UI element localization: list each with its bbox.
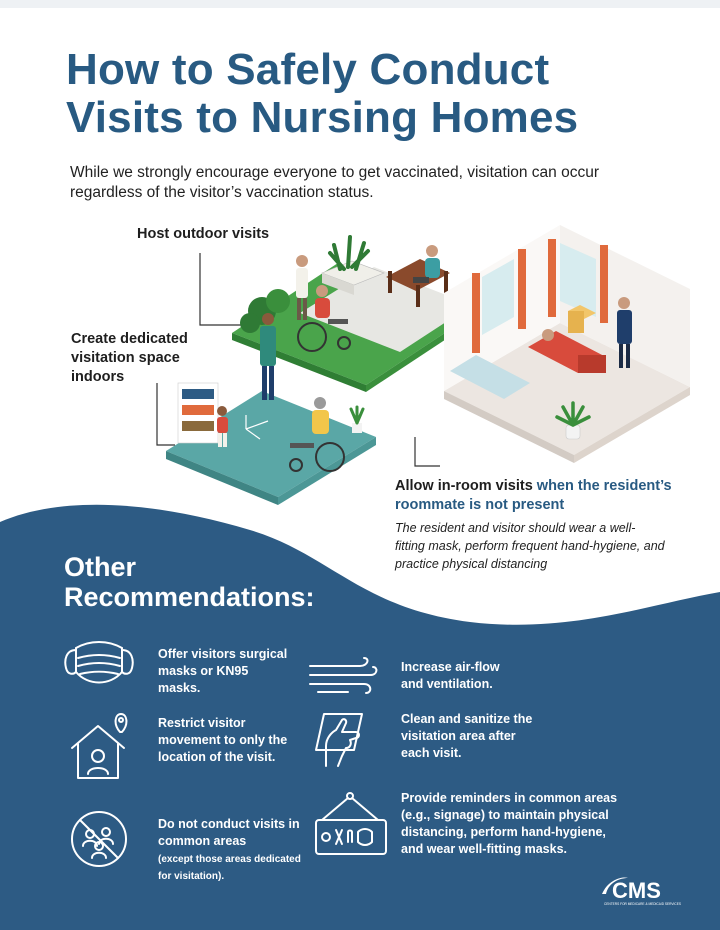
in-room-note: The resident and visitor should wear a well-fitting mask, perform frequent hand-hygiene, and practice physical distancing — [395, 521, 665, 571]
recommendations-title-line-1: Other — [64, 552, 137, 582]
rec-masks-text: Offer visitors surgical masks or KN95 masks. — [158, 647, 288, 695]
wind-icon — [308, 656, 380, 698]
house-location-icon — [66, 712, 134, 784]
label-indoor-space: Create dedicated visitation space indoors — [71, 331, 188, 385]
intro-text: While we strongly encourage everyone to get vaccinated, visitation can occur regardless of the visitor’s vaccination status. — [70, 164, 600, 201]
page-title — [66, 46, 666, 142]
indoor-room-scene — [444, 225, 690, 463]
recommendations-title-line-2: Recommendations: — [64, 582, 315, 612]
rec-airflow-text: Increase air-flow and ventilation. — [401, 660, 500, 691]
title-line-1: How to Safely Conduct — [66, 45, 550, 94]
recommendations-title — [64, 552, 315, 612]
top-band — [0, 0, 720, 8]
face-mask-icon — [62, 636, 136, 692]
in-room-prefix: Allow in-room visits — [395, 478, 537, 494]
rec-reminders-text: Provide reminders in common areas (e.g., signage) to maintain physical distancing, perform hand-hygiene, and wear well-fitting masks. — [401, 791, 618, 856]
rec-common-areas — [158, 816, 308, 884]
cms-logo — [598, 874, 690, 908]
cms-logo-tagline: CENTERS FOR MEDICARE & MEDICAID SERVICES — [604, 902, 681, 906]
cleaning-hand-icon — [306, 710, 372, 772]
rec-common-main: Do not conduct visits in common areas — [158, 817, 300, 848]
title-line-2: Visits to Nursing Homes — [66, 93, 579, 142]
no-group-icon — [68, 808, 130, 870]
label-outdoor-visits: Host outdoor visits — [137, 226, 270, 242]
in-room-highlight: when the resident’s roommate is not present — [395, 478, 672, 513]
rec-common-note: (except those areas dedicated for visitation). — [158, 854, 301, 882]
hanging-sign-icon — [312, 790, 390, 862]
rec-restrict-text: Restrict visitor movement to only the location of the visit. — [158, 716, 288, 764]
cms-logo-text: CMS — [612, 878, 661, 903]
rec-clean-text: Clean and sanitize the visitation area after each visit. — [401, 712, 533, 760]
